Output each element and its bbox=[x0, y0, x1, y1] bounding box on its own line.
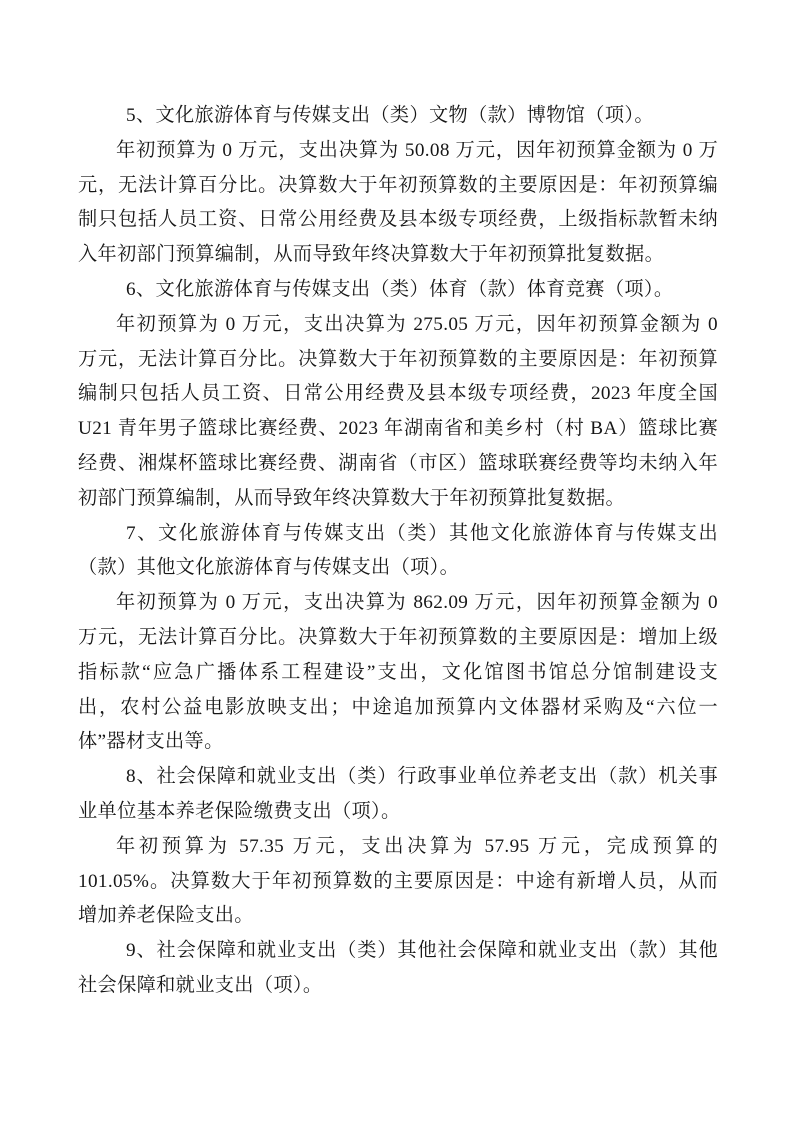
text-line: 7、文化旅游体育与传媒支出（类）其他文化旅游体育与传媒支出 bbox=[126, 522, 718, 544]
item-heading-9 bbox=[78, 934, 718, 1004]
item-body-8 bbox=[78, 830, 718, 934]
text-line: 社会保障和就业支出（项）。 bbox=[78, 974, 323, 996]
text-line: （款）其他文化旅游体育与传媒支出（项）。 bbox=[78, 557, 460, 579]
text-line: 年初预算为 0 万元，支出决算为 50.08 万元，因年初预算金额为 0 万 bbox=[116, 139, 718, 161]
text-line: U21 青年男子篮球比赛经费、2023 年湖南省和美乡村（村 BA）篮球比赛 bbox=[78, 418, 718, 440]
item-heading-8 bbox=[78, 760, 718, 830]
text-line: 5、文化旅游体育与传媒支出（类）文物（款）博物馆（项）。 bbox=[126, 105, 654, 126]
text-line: 年初预算为 0 万元，支出决算为 862.09 万元，因年初预算金额为 0 bbox=[116, 592, 718, 614]
item-heading-7 bbox=[78, 517, 718, 587]
text-line: 体”器材支出等。 bbox=[78, 731, 224, 753]
text-line: 9、社会保障和就业支出（类）其他社会保障和就业支出（款）其他 bbox=[126, 940, 718, 962]
text-line: 8、社会保障和就业支出（类）行政事业单位养老支出（款）机关事 bbox=[126, 766, 718, 788]
text-line: 业单位基本养老保险缴费支出（项）。 bbox=[78, 800, 401, 822]
text-line: 年初预算为 0 万元，支出决算为 275.05 万元，因年初预算金额为 0 bbox=[116, 313, 718, 335]
item-heading-5 bbox=[78, 99, 718, 134]
text-line: 出，农村公益电影放映支出；中途追加预算内文体器材采购及“六位一 bbox=[78, 696, 718, 718]
text-line: 制只包括人员工资、日常公用经费及县本级专项经费，上级指标款暂未纳 bbox=[78, 209, 718, 231]
text-line: 经费、湘煤杯篮球比赛经费、湖南省（市区）篮球联赛经费等均未纳入年 bbox=[78, 452, 718, 474]
text-line: 年初预算为 57.35 万元，支出决算为 57.95 万元，完成预算的 bbox=[116, 835, 718, 857]
item-heading-6 bbox=[78, 273, 718, 308]
text-line: 指标款“应急广播体系工程建设”支出，文化馆图书馆总分馆制建设支 bbox=[78, 661, 718, 683]
text-line: 6、文化旅游体育与传媒支出（类）体育（款）体育竞赛（项）。 bbox=[126, 278, 674, 300]
text-line: 万元，无法计算百分比。决算数大于年初预算数的主要原因是：年初预算 bbox=[78, 348, 718, 370]
text-line: 编制只包括人员工资、日常公用经费及县本级专项经费，2023 年度全国 bbox=[78, 383, 718, 405]
text-line: 101.05%。决算数大于年初预算数的主要原因是：中途有新增人员，从而 bbox=[78, 870, 718, 892]
text-line: 增加养老保险支出。 bbox=[78, 905, 254, 927]
text-line: 初部门预算编制，从而导致年终决算数大于年初预算批复数据。 bbox=[78, 487, 626, 509]
item-body-7 bbox=[78, 586, 718, 760]
document-body bbox=[78, 99, 718, 1004]
text-line: 元，无法计算百分比。决算数大于年初预算数的主要原因是：年初预算编 bbox=[78, 174, 718, 196]
item-body-5 bbox=[78, 134, 718, 273]
text-line: 万元，无法计算百分比。决算数大于年初预算数的主要原因是：增加上级 bbox=[78, 626, 718, 648]
item-body-6 bbox=[78, 308, 718, 517]
text-line: 入年初部门预算编制，从而导致年终决算数大于年初预算批复数据。 bbox=[78, 244, 665, 266]
